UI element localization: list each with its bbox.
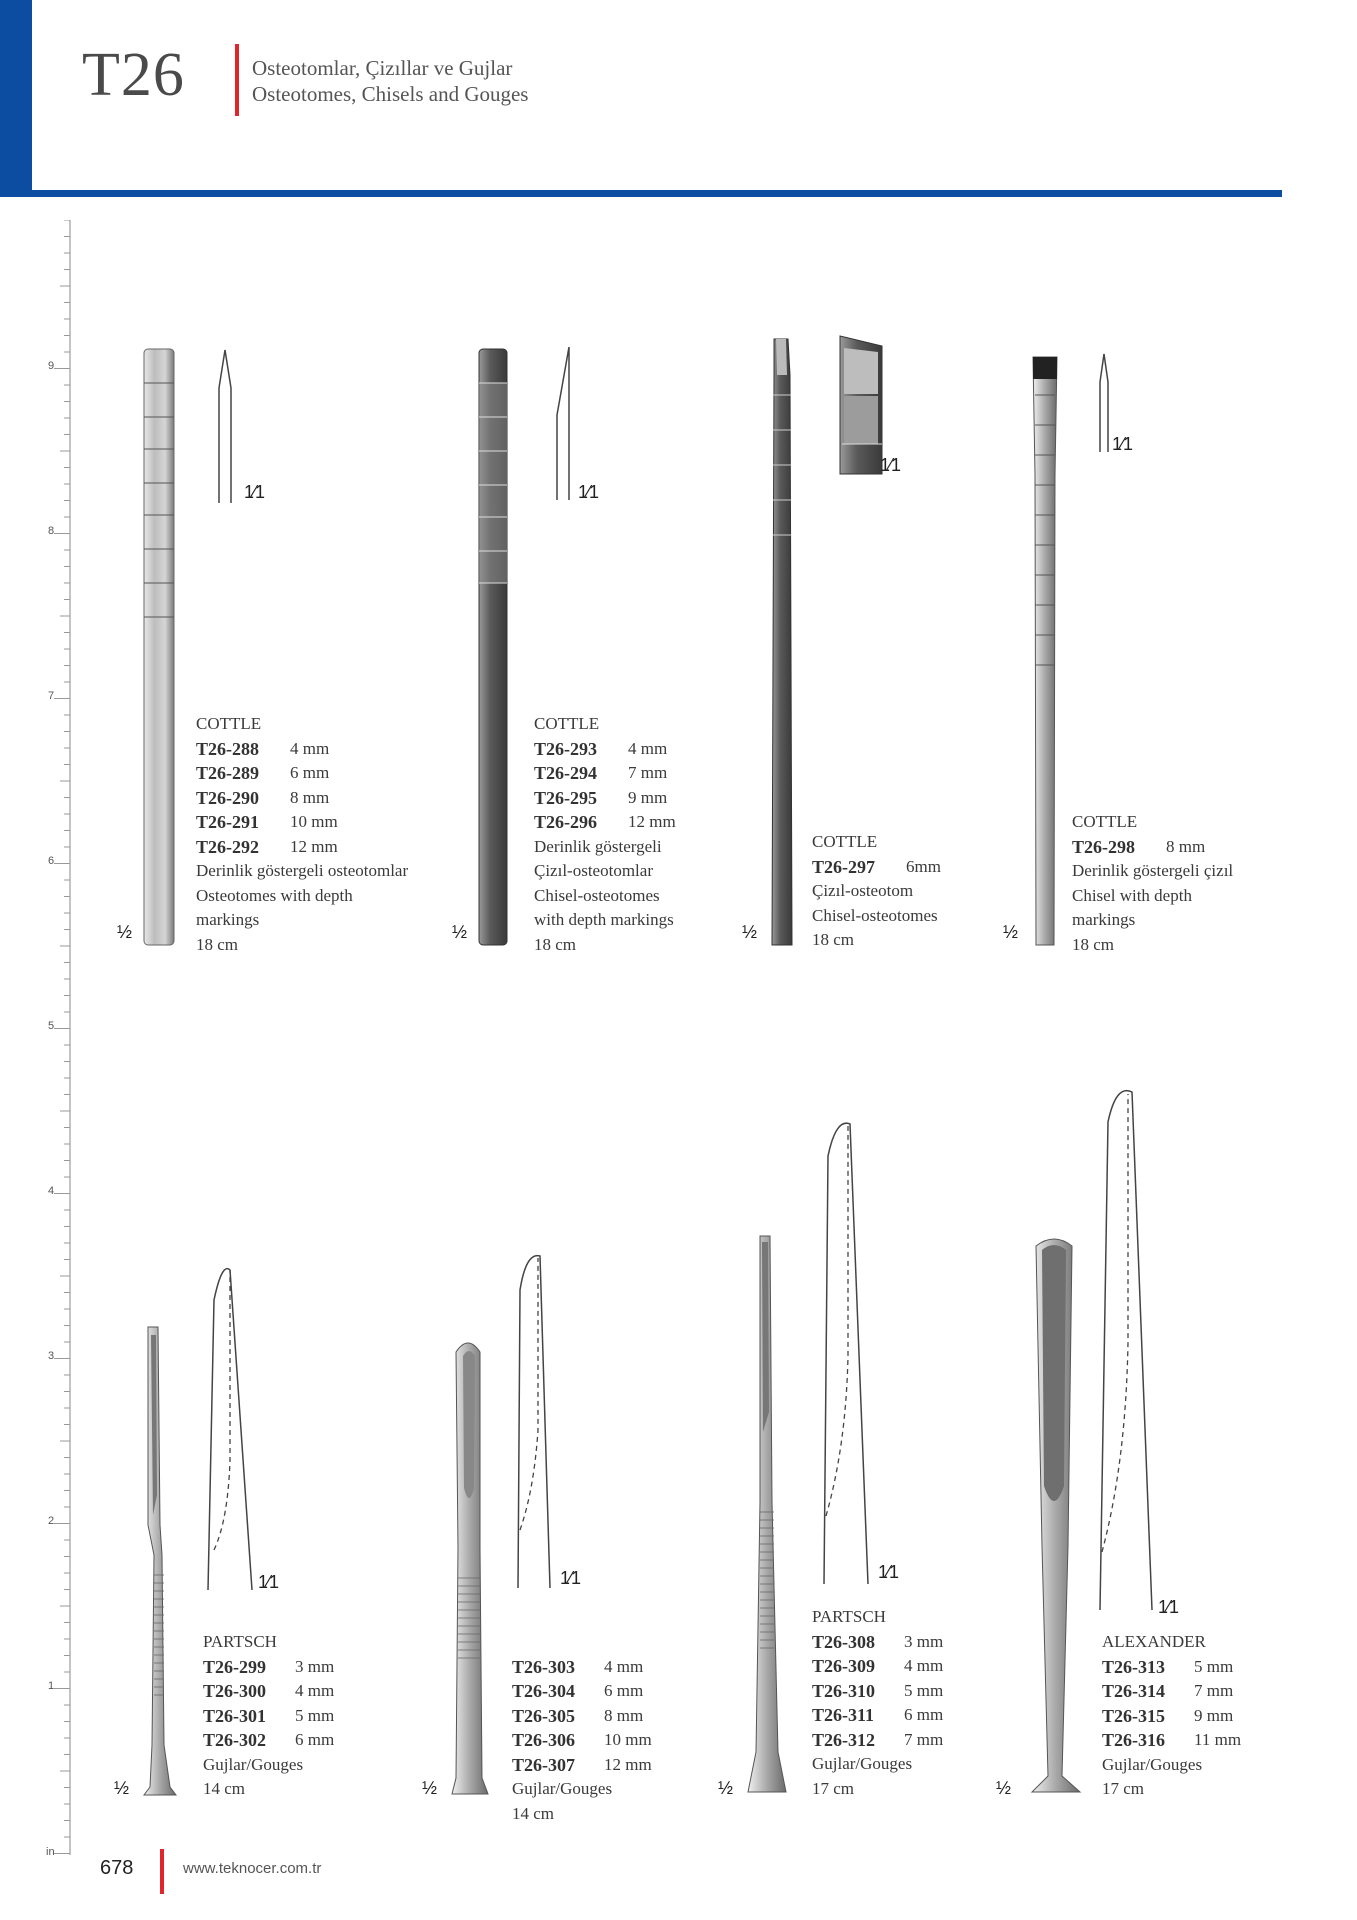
instrument-length: 14 cm xyxy=(203,1779,246,1798)
scale-label-half: ½ xyxy=(996,1778,1011,1798)
product-code: T26-300 xyxy=(203,1681,266,1701)
product-size: 7 mm xyxy=(628,763,668,782)
product-size: 10 mm xyxy=(290,812,338,831)
blade-profile-illustration xyxy=(1098,352,1112,454)
product-size: 4 mm xyxy=(904,1656,944,1675)
chisel-osteotome-illustration xyxy=(476,345,512,950)
osteotome-illustration xyxy=(140,345,180,950)
instrument-length: 17 cm xyxy=(1102,1779,1145,1798)
product-code: T26-304 xyxy=(512,1681,575,1701)
description-line: markings xyxy=(1072,910,1136,929)
product-row xyxy=(534,810,676,835)
product-row xyxy=(1102,1655,1241,1680)
product-code: T26-316 xyxy=(1102,1730,1165,1750)
product-size: 12 mm xyxy=(628,812,676,831)
description-line: markings xyxy=(196,910,260,929)
inch-ruler xyxy=(40,220,76,1855)
product-size: 10 mm xyxy=(604,1730,652,1749)
description-line: Derinlik göstergeli xyxy=(534,836,662,856)
ruler-number: 8 xyxy=(48,525,55,537)
group-name: ALEXANDER xyxy=(1102,1632,1206,1651)
scale-label-full: 1⁄1 xyxy=(258,1572,279,1592)
ruler-number: 6 xyxy=(48,855,55,867)
header-blue-corner xyxy=(0,0,32,197)
product-group-cottle-chisel-osteotomes xyxy=(534,712,676,957)
website-link[interactable]: www.teknocer.com.tr xyxy=(183,1860,322,1877)
ruler-number: 9 xyxy=(48,360,55,372)
chisel-tip-detail-illustration xyxy=(838,334,884,476)
product-row xyxy=(203,1704,334,1729)
scale-label-half: ½ xyxy=(718,1778,733,1798)
gouge-illustration xyxy=(140,1325,180,1801)
product-code: T26-308 xyxy=(812,1631,875,1652)
product-code: T26-290 xyxy=(196,787,259,808)
product-row xyxy=(512,1728,652,1753)
product-row xyxy=(196,761,408,786)
gouge-profile-illustration xyxy=(516,1250,552,1590)
scale-label-full: 1⁄1 xyxy=(1112,434,1133,454)
scale-label-half: ½ xyxy=(114,1778,129,1798)
scale-label-half: ½ xyxy=(742,922,757,942)
description-line: Gujlar/Gouges xyxy=(812,1754,913,1773)
product-code: T26-312 xyxy=(812,1729,875,1750)
instrument-length: 18 cm xyxy=(1072,934,1115,954)
product-size: 4 mm xyxy=(295,1681,335,1700)
product-row xyxy=(534,737,676,762)
ruler-number: 2 xyxy=(48,1515,55,1527)
group-name: PARTSCH xyxy=(203,1632,277,1651)
gouge-profile-illustration xyxy=(1096,1082,1154,1612)
product-code: T26-303 xyxy=(512,1656,575,1677)
description-line: Çizıl-osteotomlar xyxy=(534,861,653,880)
product-size: 4 mm xyxy=(628,738,668,758)
product-group-cottle-chisel xyxy=(812,830,941,953)
product-row xyxy=(512,1753,652,1778)
group-name: PARTSCH xyxy=(812,1607,886,1626)
product-code: T26-289 xyxy=(196,763,259,783)
instrument-length: 18 cm xyxy=(196,934,239,954)
product-size: 12 mm xyxy=(604,1754,652,1774)
instrument-length: 18 cm xyxy=(812,930,855,949)
product-code: T26-293 xyxy=(534,738,597,759)
product-size: 8 mm xyxy=(1166,836,1206,856)
header-red-divider xyxy=(235,44,239,116)
numbered-chisel-illustration xyxy=(1030,355,1060,950)
product-row xyxy=(203,1728,334,1753)
header-title-en: Osteotomes, Chisels and Gouges xyxy=(252,82,529,106)
product-group-gouges-14 xyxy=(512,1630,652,1826)
product-size: 4 mm xyxy=(604,1656,644,1676)
product-code: T26-302 xyxy=(203,1730,266,1750)
product-size: 5 mm xyxy=(295,1705,335,1725)
group-name: COTTLE xyxy=(812,832,878,851)
scale-label-half: ½ xyxy=(1003,922,1018,942)
product-code: T26-306 xyxy=(512,1730,575,1750)
product-row xyxy=(196,737,408,762)
product-row xyxy=(1072,835,1233,860)
product-size: 6 mm xyxy=(904,1705,944,1724)
description-line: Çizıl-osteotom xyxy=(812,881,914,900)
instrument-length: 14 cm xyxy=(512,1803,555,1823)
product-size: 8 mm xyxy=(290,787,330,807)
scale-label-full: 1⁄1 xyxy=(878,1562,899,1582)
product-code: T26-305 xyxy=(512,1705,575,1726)
catalog-section-code: T26 xyxy=(82,41,185,109)
product-code: T26-292 xyxy=(196,836,259,857)
gouge-illustration xyxy=(1028,1236,1086,1801)
product-row xyxy=(512,1655,652,1680)
product-code: T26-295 xyxy=(534,787,597,808)
scale-label-full: 1⁄1 xyxy=(578,482,599,502)
page-number: 678 xyxy=(100,1857,134,1879)
scale-label-full: 1⁄1 xyxy=(1158,1597,1179,1617)
product-row xyxy=(534,761,676,786)
product-size: 11 mm xyxy=(1194,1730,1242,1749)
product-row xyxy=(512,1704,652,1729)
instrument-length: 18 cm xyxy=(534,934,577,954)
product-row xyxy=(1102,1728,1241,1753)
blade-profile-illustration xyxy=(555,345,575,505)
group-name: COTTLE xyxy=(1072,812,1138,831)
description-line: Gujlar/Gouges xyxy=(203,1754,304,1774)
product-row xyxy=(1102,1679,1241,1704)
header-title-tr: Osteotomlar, Çizıllar ve Gujlar xyxy=(252,56,513,80)
product-code: T26-310 xyxy=(812,1680,875,1701)
product-size: 7 mm xyxy=(904,1729,944,1749)
product-code: T26-296 xyxy=(534,812,597,832)
product-size: 3 mm xyxy=(904,1631,944,1651)
product-row xyxy=(812,1679,943,1704)
scale-label-full: 1⁄1 xyxy=(560,1568,581,1588)
scale-label-full: 1⁄1 xyxy=(244,482,265,502)
product-code: T26-311 xyxy=(812,1705,875,1725)
description-line: Derinlik göstergeli osteotomlar xyxy=(196,861,409,880)
product-size: 6 mm xyxy=(290,763,330,782)
product-size: 6 mm xyxy=(295,1730,335,1749)
group-name: COTTLE xyxy=(534,714,600,733)
product-row xyxy=(812,1703,943,1728)
product-size: 4 mm xyxy=(290,738,330,758)
blade-profile-illustration xyxy=(217,348,237,508)
scale-label-full: 1⁄1 xyxy=(880,455,901,475)
gouge-profile-illustration xyxy=(820,1116,870,1586)
product-code: T26-313 xyxy=(1102,1656,1165,1677)
gouge-illustration xyxy=(448,1338,492,1801)
product-row xyxy=(203,1655,334,1680)
product-code: T26-301 xyxy=(203,1705,266,1726)
ruler-number: 5 xyxy=(48,1020,55,1032)
product-row xyxy=(1102,1704,1241,1729)
product-row xyxy=(812,1630,943,1655)
scale-label-half: ½ xyxy=(422,1778,437,1798)
product-code: T26-297 xyxy=(812,856,875,877)
chisel-osteotome-illustration xyxy=(768,335,796,950)
description-line: Chisel-osteotomes xyxy=(534,885,660,905)
product-size: 9 mm xyxy=(628,787,668,807)
product-code: T26-291 xyxy=(196,812,259,832)
product-row xyxy=(812,1728,943,1753)
product-size: 8 mm xyxy=(604,1705,644,1725)
product-code: T26-309 xyxy=(812,1656,875,1676)
product-code: T26-314 xyxy=(1102,1681,1165,1701)
instrument-length: 17 cm xyxy=(812,1778,855,1798)
product-row xyxy=(812,1654,943,1679)
footer-red-divider xyxy=(160,1849,164,1894)
product-size: 12 mm xyxy=(290,836,338,856)
product-row xyxy=(196,810,408,835)
product-group-partsch-gouges-14 xyxy=(203,1630,334,1802)
product-group-partsch-gouges-17 xyxy=(812,1605,943,1801)
description-line: Osteotomes with depth xyxy=(196,885,353,905)
ruler-number: 7 xyxy=(48,690,55,702)
ruler-number: 3 xyxy=(48,1350,55,1362)
description-line: Chisel-osteotomes xyxy=(812,905,938,925)
product-group-cottle-numbered-chisel xyxy=(1072,810,1233,957)
product-size: 7 mm xyxy=(1194,1681,1234,1700)
description-line: Gujlar/Gouges xyxy=(1102,1754,1203,1774)
header-blue-rule xyxy=(0,190,1282,197)
product-code: T26-294 xyxy=(534,763,597,783)
product-size: 5 mm xyxy=(1194,1656,1234,1676)
product-size: 3 mm xyxy=(295,1656,335,1676)
scale-label-half: ½ xyxy=(452,922,467,942)
product-code: T26-298 xyxy=(1072,836,1135,857)
product-code: T26-307 xyxy=(512,1754,575,1775)
gouge-profile-illustration xyxy=(204,1260,256,1592)
ruler-number: 1 xyxy=(48,1680,55,1692)
scale-label-half: ½ xyxy=(117,922,132,942)
product-row xyxy=(534,786,676,811)
description-line: Chisel with depth xyxy=(1072,885,1192,905)
gouge-illustration xyxy=(744,1232,790,1801)
product-code: T26-288 xyxy=(196,738,259,759)
product-row xyxy=(196,786,408,811)
header-panel xyxy=(32,0,1332,190)
group-name: COTTLE xyxy=(196,714,262,733)
ruler-number: 4 xyxy=(48,1185,55,1197)
product-group-alexander-gouges xyxy=(1102,1630,1241,1802)
ruler-unit-label: in xyxy=(46,1846,55,1855)
product-size: 6 mm xyxy=(604,1681,644,1700)
product-size: 6mm xyxy=(906,856,941,876)
product-code: T26-315 xyxy=(1102,1705,1165,1726)
product-code: T26-299 xyxy=(203,1656,266,1677)
description-line: Derinlik göstergeli çizıl xyxy=(1072,861,1234,880)
product-row xyxy=(512,1679,652,1704)
product-row xyxy=(196,835,408,860)
description-line: with depth markings xyxy=(534,910,674,929)
product-group-cottle-osteotomes xyxy=(196,712,408,957)
group-name xyxy=(512,1630,652,1655)
description-line: Gujlar/Gouges xyxy=(512,1779,613,1798)
product-row xyxy=(203,1679,334,1704)
product-size: 9 mm xyxy=(1194,1705,1234,1725)
product-row xyxy=(812,855,941,880)
product-size: 5 mm xyxy=(904,1680,944,1700)
